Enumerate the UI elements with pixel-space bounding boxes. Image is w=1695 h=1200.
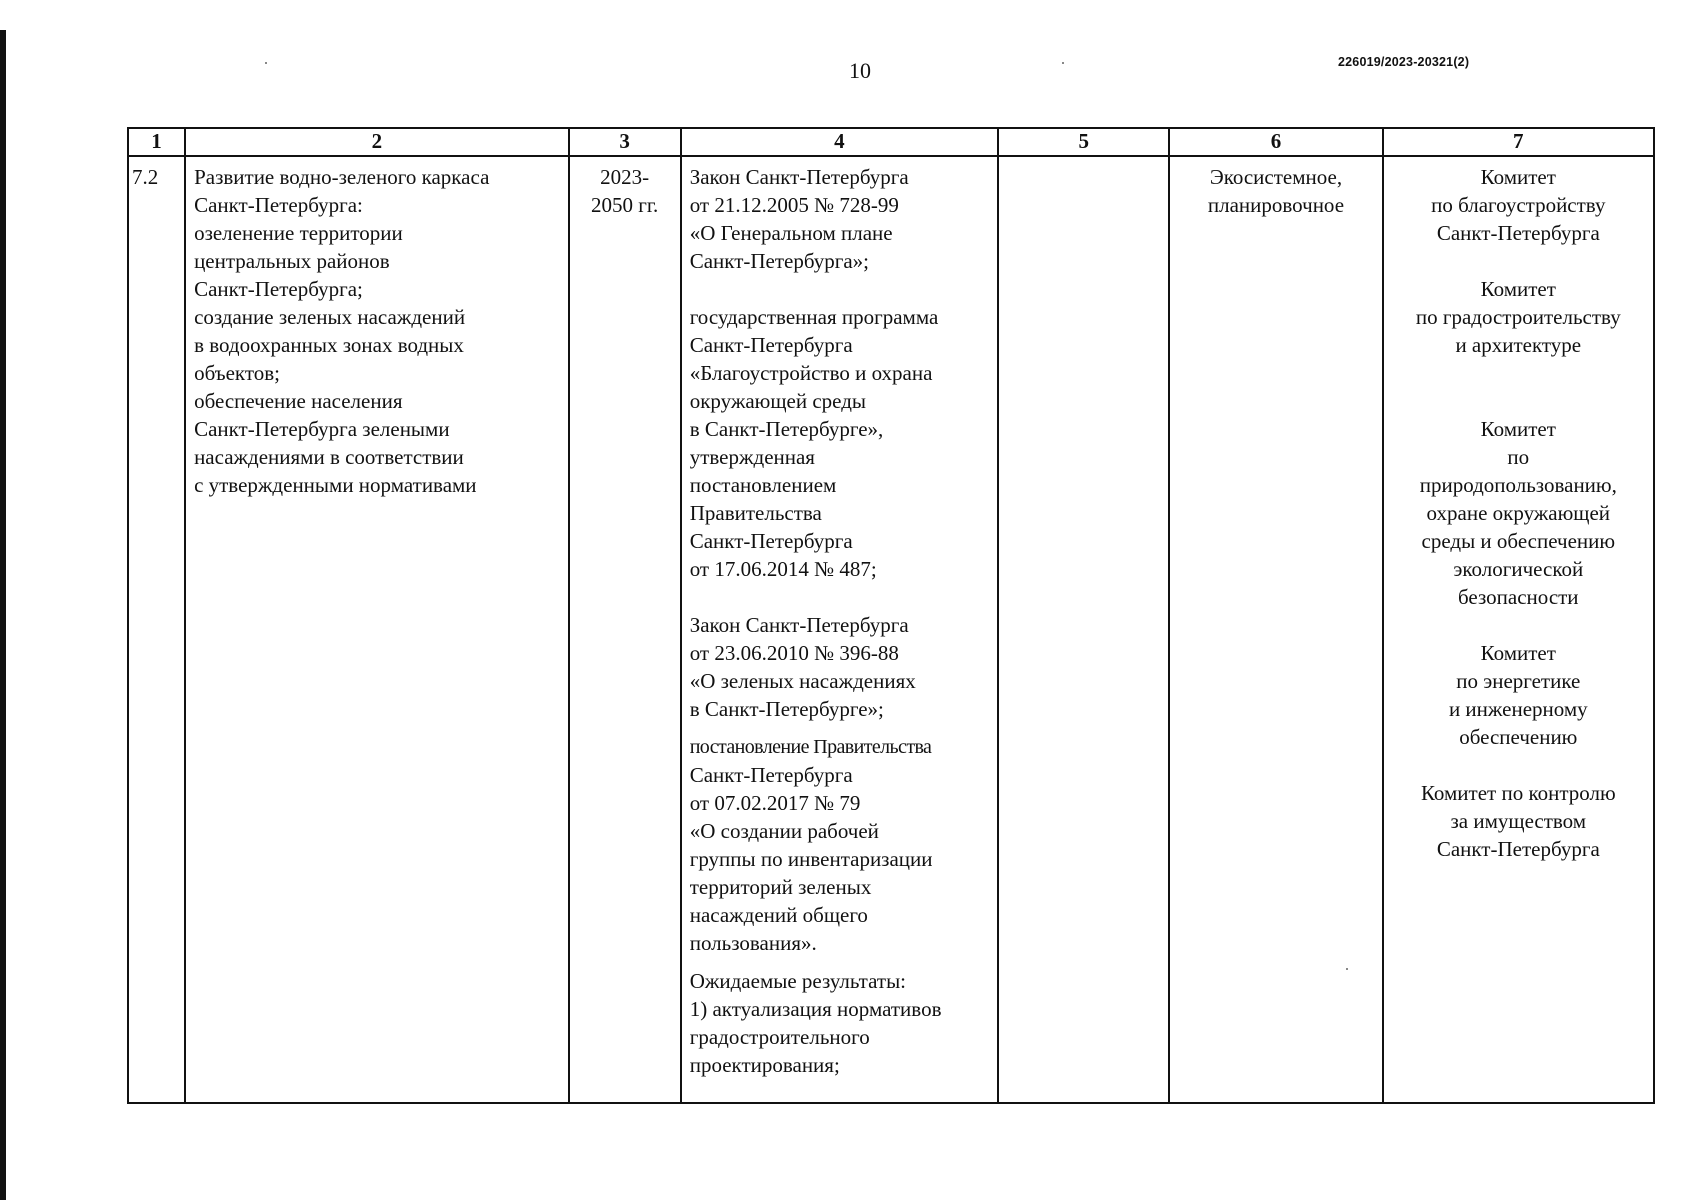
document-line: «О Генеральном плане: [689, 221, 893, 245]
executor-block: [1392, 779, 1645, 863]
column-number: 6: [1169, 128, 1382, 156]
document-line: «О зеленых насаждениях: [689, 669, 916, 693]
executor-line: экологической: [1453, 557, 1584, 581]
executor-block: [1392, 275, 1645, 359]
document-line: «Благоустройство и охрана: [689, 361, 933, 385]
measure-line: центральных районов: [194, 249, 390, 273]
column-number: 5: [998, 128, 1169, 156]
executor-line: среды и обеспечению: [1421, 529, 1616, 553]
executor-line: по градостроительству: [1415, 305, 1621, 329]
document-line: градостроительного: [689, 1025, 870, 1049]
document-line: от 07.02.2017 № 79: [689, 791, 861, 815]
period-line: 2023-: [600, 165, 650, 189]
executor-line: Комитет: [1480, 641, 1556, 665]
document-line: группы по инвентаризации: [689, 847, 933, 871]
documents-cell: [681, 156, 998, 1103]
measure-line: Санкт-Петербурга:: [194, 193, 363, 217]
measure-line: Санкт-Петербурга зелеными: [194, 417, 450, 441]
scan-edge-shadow: [0, 30, 6, 1200]
measure-line: с утвержденными нормативами: [194, 473, 477, 497]
column-number: 1: [128, 128, 185, 156]
document-line: насаждений общего: [689, 903, 868, 927]
measure-line: обеспечение населения: [194, 389, 403, 413]
document-block: [690, 733, 989, 957]
document-line: Санкт-Петербурга: [689, 529, 853, 553]
approach-line: планировочное: [1207, 193, 1345, 217]
executor-line: Комитет по контролю: [1420, 781, 1616, 805]
document-line: Ожидаемые результаты:: [689, 969, 907, 993]
executor-line: по благоустройству: [1431, 193, 1606, 217]
document-line: в Санкт-Петербурге»,: [689, 417, 884, 441]
expected-results-block: [690, 967, 989, 1079]
executor-line: Комитет: [1480, 417, 1556, 441]
document-line: пользования».: [689, 931, 817, 955]
column-number: 7: [1383, 128, 1654, 156]
document-id: 226019/2023-20321(2): [1338, 55, 1470, 69]
document-line: проектирования;: [689, 1053, 840, 1077]
document-line: Закон Санкт-Петербурга: [689, 165, 909, 189]
executor-line: безопасности: [1458, 585, 1579, 609]
document-block: [690, 611, 989, 723]
executor-line: природопользованию,: [1419, 473, 1617, 497]
table-row: [128, 156, 1654, 1103]
measure-cell: [185, 156, 569, 1103]
measures-table: [127, 127, 1655, 1104]
executor-line: обеспечению: [1459, 725, 1578, 749]
measure-line: насаждениями в соответствии: [194, 445, 464, 469]
document-line: окружающей среды: [689, 389, 867, 413]
period-line: 2050 гг.: [590, 193, 659, 217]
executor-block: [1392, 639, 1645, 751]
scan-speck: [265, 62, 267, 64]
page-number: 10: [849, 58, 871, 83]
document-line: утвержденная: [689, 445, 815, 469]
document-block: [690, 303, 989, 583]
measure-line: Санкт-Петербурга;: [194, 277, 363, 301]
document-line: Санкт-Петербурга: [689, 333, 853, 357]
row-number-cell: [128, 156, 185, 1103]
column-number: 4: [681, 128, 998, 156]
measure-line: объектов;: [194, 361, 280, 385]
document-line: Правительства: [689, 501, 822, 525]
document-line: «О создании рабочей: [689, 819, 879, 843]
document-line: 1) актуализация нормативов: [689, 997, 942, 1021]
document-line: Закон Санкт-Петербурга: [689, 613, 909, 637]
executor-block: [1392, 415, 1645, 611]
executor-block: [1392, 163, 1645, 247]
executor-line: охране окружающей: [1426, 501, 1611, 525]
document-line: Санкт-Петербурга»;: [689, 249, 870, 273]
document-line: постановлением: [689, 473, 837, 497]
executor-line: Комитет: [1480, 277, 1556, 301]
executor-line: Комитет: [1480, 165, 1556, 189]
executors-cell: [1383, 156, 1654, 1103]
scan-speck: [1062, 62, 1064, 64]
measure-line: Развитие водно-зеленого каркаса: [194, 165, 490, 189]
column-number: 2: [185, 128, 569, 156]
executor-line: и архитектуре: [1455, 333, 1582, 357]
approach-line: Экосистемное,: [1209, 165, 1343, 189]
document-line: в Санкт-Петербурге»;: [689, 697, 884, 721]
document-line: постановление Правительства: [689, 736, 932, 758]
executor-line: и инженерному: [1448, 697, 1588, 721]
measure-line: в водоохранных зонах водных: [194, 333, 464, 357]
approach-cell: [1169, 156, 1382, 1103]
executor-line: за имуществом: [1450, 809, 1587, 833]
document-line: Санкт-Петербурга: [689, 763, 853, 787]
column-5-value: [999, 157, 1168, 163]
executor-line: по: [1507, 445, 1530, 469]
executor-line: по энергетике: [1456, 669, 1581, 693]
row-number: 7.2: [132, 165, 159, 189]
document-block: [690, 163, 989, 275]
document-line: территорий зеленых: [689, 875, 872, 899]
column-5-cell: [998, 156, 1169, 1103]
column-number-row: [128, 128, 1654, 156]
measure-line: создание зеленых насаждений: [194, 305, 466, 329]
period-cell: [569, 156, 681, 1103]
executor-line: Санкт-Петербурга: [1436, 221, 1600, 245]
column-number: 3: [569, 128, 681, 156]
document-line: государственная программа: [689, 305, 939, 329]
executor-line: Санкт-Петербурга: [1436, 837, 1600, 861]
document-line: от 23.06.2010 № 396-88: [689, 641, 899, 665]
document-line: от 21.12.2005 № 728-99: [689, 193, 899, 217]
document-line: от 17.06.2014 № 487;: [689, 557, 877, 581]
measure-line: озеленение территории: [194, 221, 403, 245]
